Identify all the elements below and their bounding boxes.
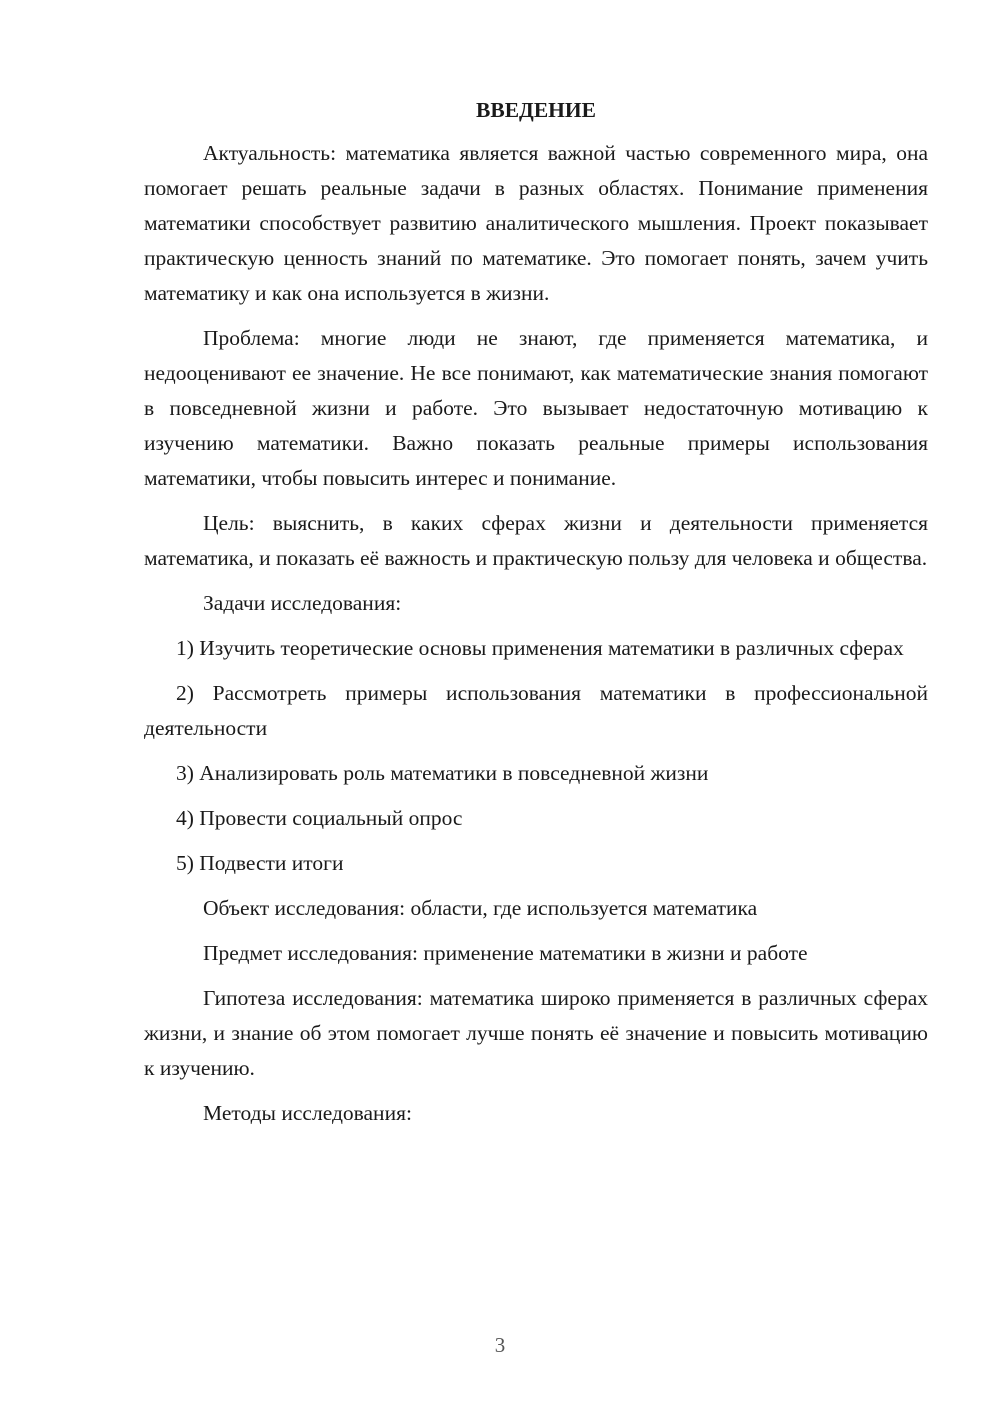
tasks-heading: Задачи исследования:	[203, 591, 402, 615]
page-title: ВВЕДЕНИЕ	[476, 98, 596, 122]
paragraph-methods: Методы исследования:	[203, 1101, 412, 1125]
paragraph-problem: Проблема: многие люди не знают, где применяется математика, и недооценивают ее значение. Не все понимают, как математические знания помогают в повседневной жизни и работе. Это вызывает недостаточную мотивацию к изучению математики. Важно показать реальные примеры использования математики, чтобы повысить интерес и понимание.	[144, 326, 928, 490]
task-item-1: 1) Изучить теоретические основы применения математики в различных сферах	[176, 636, 904, 660]
task-item-3: 3) Анализировать роль математики в повседневной жизни	[176, 761, 709, 785]
task-item-5: 5) Подвести итоги	[176, 851, 344, 875]
page-number: 3	[494, 1333, 506, 1357]
paragraph-object: Объект исследования: области, где используется математика	[203, 896, 758, 920]
paragraph-subject: Предмет исследования: применение математики в жизни и работе	[203, 941, 808, 965]
task-item-2: 2) Рассмотреть примеры использования математики в профессиональной деятельности	[144, 681, 928, 740]
paragraph-goal: Цель: выяснить, в каких сферах жизни и деятельности применяется математика, и показать её важность и практическую пользу для человека и общества.	[144, 511, 928, 570]
paragraph-relevance: Актуальность: математика является важной частью современного мира, она помогает решать реальные задачи в разных областях. Понимание применения математики способствует развитию аналитического мышления. Проект показывает практическую ценность знаний по математике. Это помогает понять, зачем учить математику и как она используется в жизни.	[144, 141, 928, 305]
paragraph-hypothesis: Гипотеза исследования: математика широко применяется в различных сферах жизни, и знание об этом помогает лучше понять её значение и повысить мотивацию к изучению.	[144, 986, 928, 1080]
task-item-4: 4) Провести социальный опрос	[176, 806, 463, 830]
document-page	[144, 96, 928, 1141]
